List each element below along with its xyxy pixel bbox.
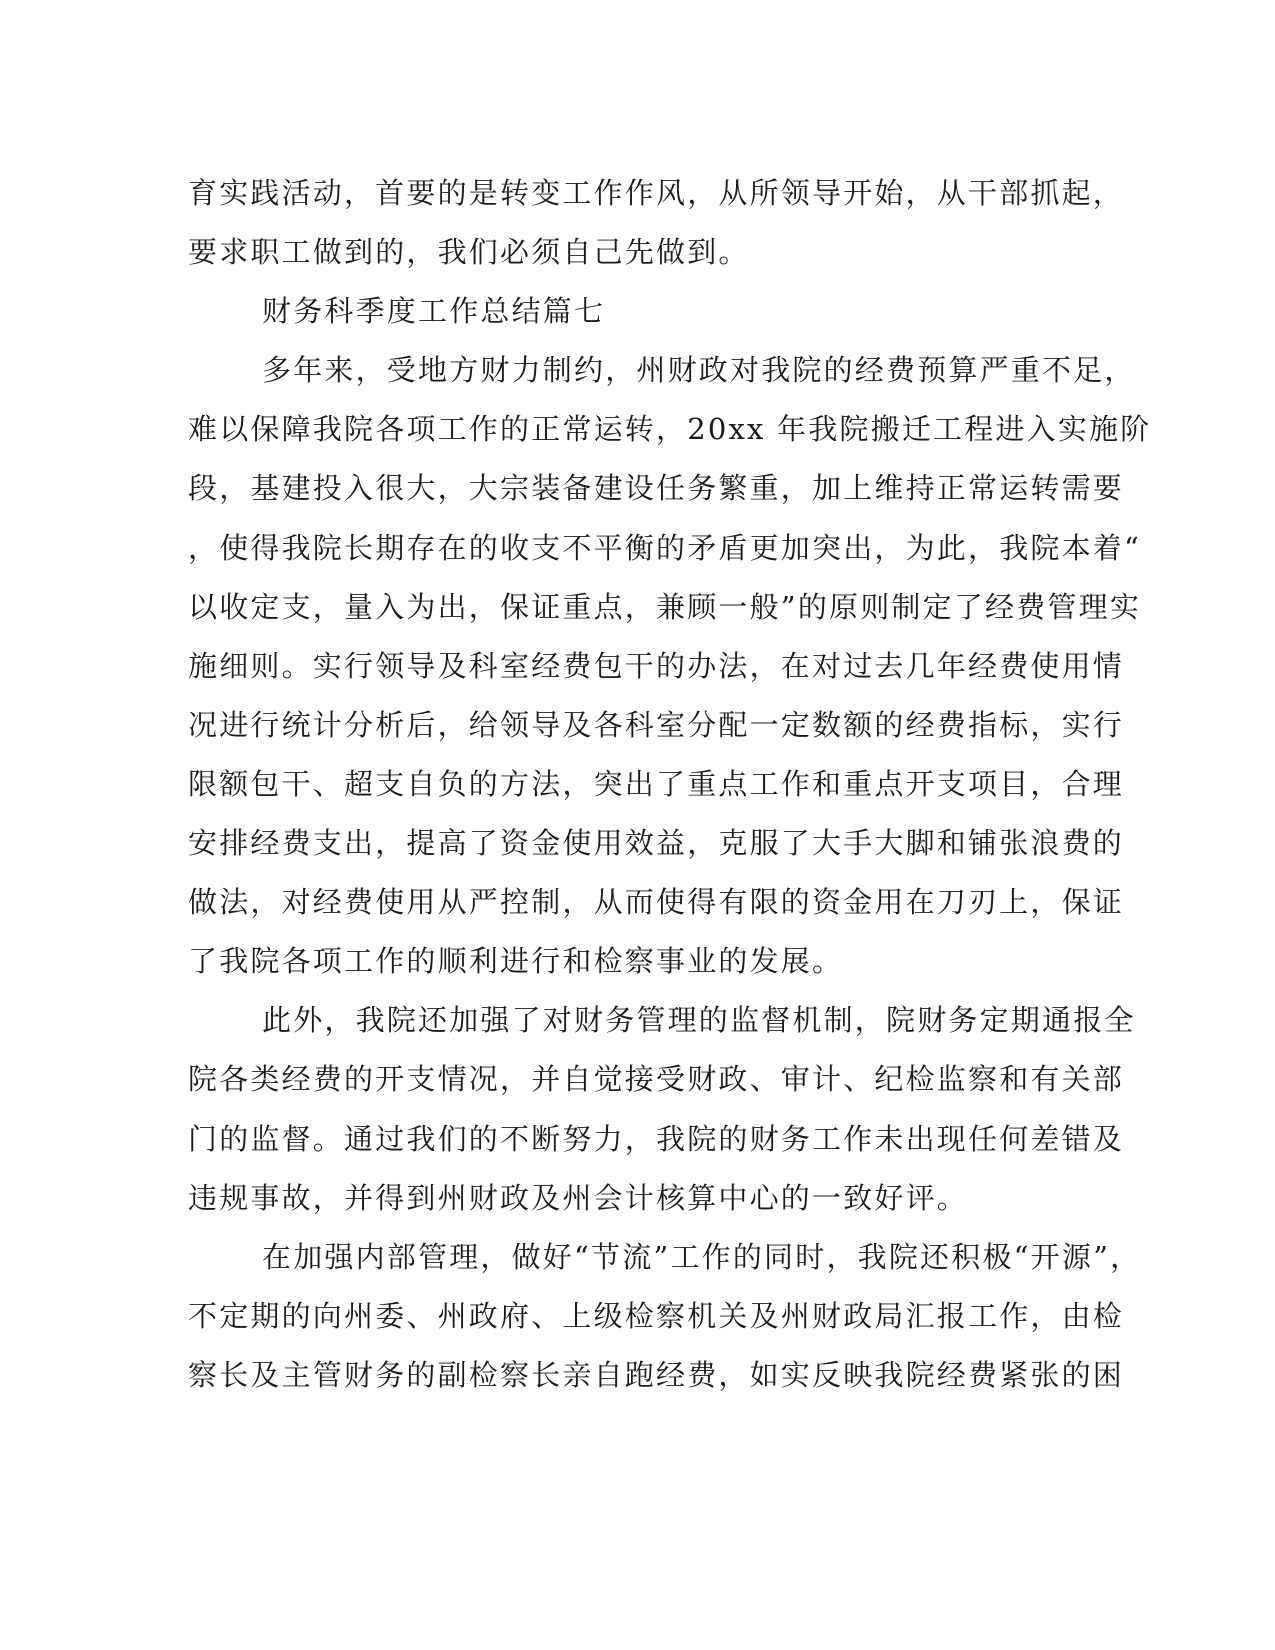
- text-line: 做法，对经费使用从严控制，从而使得有限的资金用在刀刃上，保证: [188, 885, 1125, 920]
- text-line: 安排经费支出，提高了资金使用效益，克服了大手大脚和铺张浪费的: [188, 826, 1125, 861]
- text-line: 要求职工做到的，我们必须自己先做到。: [188, 235, 750, 270]
- text-line: 况进行统计分析后，给领导及各科室分配一定数额的经费指标，实行: [188, 707, 1125, 742]
- text-line: 施细则。实行领导及科室经费包干的办法，在对过去几年经费使用情: [188, 648, 1125, 683]
- section-heading: 财务科季度工作总结篇七: [262, 294, 606, 329]
- text-line: 限额包干、超支自负的方法，突出了重点工作和重点开支项目，合理: [188, 766, 1125, 801]
- paragraph-start-line: 此外，我院还加强了对财务管理的监督机制，院财务定期通报全: [262, 1003, 1136, 1038]
- text-line: 察长及主管财务的副检察长亲自跑经费，如实反映我院经费紧张的困: [188, 1357, 1125, 1392]
- text-line: 院各类经费的开支情况，并自觉接受财政、审计、纪检监察和有关部: [188, 1062, 1125, 1097]
- paragraph-start-line: 在加强内部管理，做好“节流”工作的同时，我院还积极“开源”，: [262, 1239, 1142, 1274]
- text-line: 了我院各项工作的顺利进行和检察事业的发展。: [188, 944, 844, 979]
- text-line: 以收定支，量入为出，保证重点，兼顾一般”的原则制定了经费管理实: [188, 589, 1142, 624]
- text-line: ，使得我院长期存在的收支不平衡的矛盾更加突出，为此，我院本着“: [188, 530, 1142, 565]
- document-body: [188, 164, 1152, 1405]
- text-line: 不定期的向州委、州政府、上级检察机关及州财政局汇报工作，由检: [188, 1298, 1125, 1333]
- text-line: 段，基建投入很大，大宗装备建设任务繁重，加上维持正常运转需要: [188, 471, 1125, 506]
- text-line: 难以保障我院各项工作的正常运转，20xx 年我院搬迁工程进入实施阶: [188, 412, 1152, 447]
- paragraph-start-line: 多年来，受地方财力制约，州财政对我院的经费预算严重不足，: [262, 353, 1136, 388]
- text-line: 违规事故，并得到州财政及州会计核算中心的一致好评。: [188, 1180, 969, 1215]
- text-line: 门的监督。通过我们的不断努力，我院的财务工作未出现任何差错及: [188, 1121, 1125, 1156]
- text-line: 育实践活动，首要的是转变工作作风，从所领导开始，从干部抓起，: [188, 176, 1125, 210]
